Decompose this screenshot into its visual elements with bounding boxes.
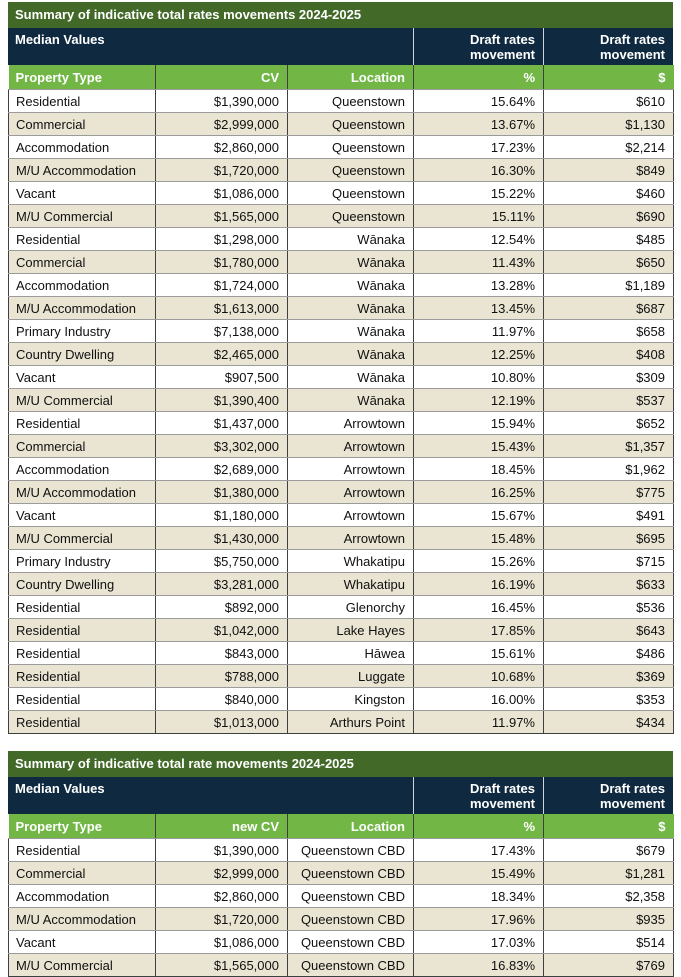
- table-row: [9, 90, 674, 113]
- property-type-cell: Country Dwelling: [9, 573, 156, 596]
- new-cv-header: new CV: [156, 814, 288, 839]
- dollar-movement-cell: $775: [544, 481, 674, 504]
- pct-movement-cell: 11.97%: [414, 320, 544, 343]
- location-cell: Hāwea: [288, 642, 414, 665]
- location-cell: Arrowtown: [288, 435, 414, 458]
- table-row: [9, 711, 674, 734]
- location-cell: Queenstown CBD: [288, 839, 414, 862]
- dollar-movement-cell: $460: [544, 182, 674, 205]
- location-cell: Arrowtown: [288, 481, 414, 504]
- cv-cell: $1,298,000: [156, 228, 288, 251]
- property-type-cell: M/U Commercial: [9, 205, 156, 228]
- dollar-movement-cell: $849: [544, 159, 674, 182]
- property-type-cell: Commercial: [9, 862, 156, 885]
- pct-movement-cell: 13.28%: [414, 274, 544, 297]
- cv-cell: $1,780,000: [156, 251, 288, 274]
- property-type-cell: Commercial: [9, 113, 156, 136]
- pct-movement-cell: 10.68%: [414, 665, 544, 688]
- pct-movement-cell: 13.45%: [414, 297, 544, 320]
- cv-cell: $2,999,000: [156, 113, 288, 136]
- table-row: [9, 228, 674, 251]
- property-type-cell: M/U Accommodation: [9, 481, 156, 504]
- dollar-movement-cell: $935: [544, 908, 674, 931]
- table-row: [9, 688, 674, 711]
- location-cell: Arrowtown: [288, 527, 414, 550]
- pct-movement-cell: 17.43%: [414, 839, 544, 862]
- cv-cell: $1,086,000: [156, 182, 288, 205]
- location-cell: Lake Hayes: [288, 619, 414, 642]
- cv-cell: $1,180,000: [156, 504, 288, 527]
- dollar-movement-cell: $2,358: [544, 885, 674, 908]
- location-cell: Arrowtown: [288, 504, 414, 527]
- pct-movement-cell: 15.43%: [414, 435, 544, 458]
- rates-movements-table-1: [8, 0, 673, 734]
- cv-cell: $1,380,000: [156, 481, 288, 504]
- dollar-movement-cell: $514: [544, 931, 674, 954]
- pct-movement-cell: 11.97%: [414, 711, 544, 734]
- location-cell: Kingston: [288, 688, 414, 711]
- location-cell: Queenstown CBD: [288, 862, 414, 885]
- pct-movement-cell: 16.19%: [414, 573, 544, 596]
- table-row: [9, 320, 674, 343]
- cv-cell: $1,390,000: [156, 839, 288, 862]
- pct-movement-cell: 15.49%: [414, 862, 544, 885]
- dollar-movement-cell: $643: [544, 619, 674, 642]
- location-cell: Wānaka: [288, 389, 414, 412]
- pct-movement-cell: 15.61%: [414, 642, 544, 665]
- table-row: [9, 642, 674, 665]
- property-type-header: Property Type: [9, 814, 156, 839]
- table-row: [9, 274, 674, 297]
- property-type-cell: Residential: [9, 839, 156, 862]
- median-values-label: Median Values: [15, 781, 105, 796]
- pct-movement-cell: 16.83%: [414, 954, 544, 977]
- dollar-movement-cell: $610: [544, 90, 674, 113]
- dollar-movement-cell: $1,130: [544, 113, 674, 136]
- table2-grid: [8, 814, 674, 977]
- pct-movement-cell: 15.11%: [414, 205, 544, 228]
- cv-cell: $788,000: [156, 665, 288, 688]
- table-row: [9, 885, 674, 908]
- pct-movement-cell: 17.96%: [414, 908, 544, 931]
- pct-movement-cell: 15.26%: [414, 550, 544, 573]
- table-row: [9, 481, 674, 504]
- dollar-movement-cell: $486: [544, 642, 674, 665]
- location-cell: Arrowtown: [288, 412, 414, 435]
- table-row: [9, 389, 674, 412]
- dollar-movement-cell: $537: [544, 389, 674, 412]
- dollar-movement-cell: $1,281: [544, 862, 674, 885]
- cv-cell: $1,720,000: [156, 908, 288, 931]
- table-row: [9, 205, 674, 228]
- dollar-movement-cell: $369: [544, 665, 674, 688]
- cv-cell: $1,613,000: [156, 297, 288, 320]
- property-type-cell: Vacant: [9, 366, 156, 389]
- property-type-cell: Vacant: [9, 182, 156, 205]
- cv-cell: $1,437,000: [156, 412, 288, 435]
- property-type-cell: Residential: [9, 688, 156, 711]
- dollar-movement-cell: $485: [544, 228, 674, 251]
- pct-movement-cell: 16.25%: [414, 481, 544, 504]
- table1-header-row: [9, 65, 674, 90]
- pct-movement-cell: 13.67%: [414, 113, 544, 136]
- location-cell: Luggate: [288, 665, 414, 688]
- cv-cell: $1,390,400: [156, 389, 288, 412]
- location-cell: Queenstown: [288, 205, 414, 228]
- cv-cell: $2,860,000: [156, 136, 288, 159]
- dollar-movement-cell: $650: [544, 251, 674, 274]
- property-type-cell: Residential: [9, 228, 156, 251]
- draft-rates-movement-pct-label: Draft rates movement: [413, 28, 543, 65]
- pct-movement-cell: 15.67%: [414, 504, 544, 527]
- cv-cell: $3,302,000: [156, 435, 288, 458]
- dollar-movement-cell: $2,214: [544, 136, 674, 159]
- draft-rates-movement-dollar-label: Draft rates movement: [543, 28, 673, 65]
- table-row: [9, 458, 674, 481]
- pct-header: %: [414, 814, 544, 839]
- table2-median-values-bar: [8, 777, 673, 814]
- property-type-cell: Commercial: [9, 435, 156, 458]
- location-cell: Wānaka: [288, 343, 414, 366]
- location-cell: Wānaka: [288, 297, 414, 320]
- pct-movement-cell: 12.54%: [414, 228, 544, 251]
- table-row: [9, 412, 674, 435]
- location-cell: Arthurs Point: [288, 711, 414, 734]
- cv-cell: $1,565,000: [156, 205, 288, 228]
- location-header: Location: [288, 814, 414, 839]
- table-row: [9, 159, 674, 182]
- location-header: Location: [288, 65, 414, 90]
- table1-grid: [8, 65, 674, 734]
- table-row: [9, 931, 674, 954]
- location-cell: Queenstown CBD: [288, 885, 414, 908]
- property-type-cell: M/U Commercial: [9, 954, 156, 977]
- property-type-cell: M/U Accommodation: [9, 297, 156, 320]
- location-cell: Whakatipu: [288, 550, 414, 573]
- table-row: [9, 596, 674, 619]
- dollar-movement-cell: $1,189: [544, 274, 674, 297]
- dollar-movement-cell: $309: [544, 366, 674, 389]
- cv-cell: $7,138,000: [156, 320, 288, 343]
- dollar-movement-cell: $658: [544, 320, 674, 343]
- cv-cell: $2,689,000: [156, 458, 288, 481]
- dollar-movement-cell: $695: [544, 527, 674, 550]
- location-cell: Wānaka: [288, 366, 414, 389]
- property-type-cell: M/U Accommodation: [9, 908, 156, 931]
- dollar-movement-cell: $353: [544, 688, 674, 711]
- rate-movements-table-2: [8, 751, 673, 977]
- property-type-cell: Primary Industry: [9, 550, 156, 573]
- table-row: [9, 182, 674, 205]
- dollar-movement-cell: $652: [544, 412, 674, 435]
- pct-movement-cell: 12.19%: [414, 389, 544, 412]
- location-cell: Arrowtown: [288, 458, 414, 481]
- pct-movement-cell: 17.23%: [414, 136, 544, 159]
- pct-movement-cell: 15.22%: [414, 182, 544, 205]
- location-cell: Queenstown: [288, 90, 414, 113]
- cv-cell: $1,013,000: [156, 711, 288, 734]
- pct-movement-cell: 15.94%: [414, 412, 544, 435]
- table-row: [9, 839, 674, 862]
- table2-header-row: [9, 814, 674, 839]
- property-type-cell: Residential: [9, 642, 156, 665]
- cv-cell: $843,000: [156, 642, 288, 665]
- location-cell: Queenstown: [288, 136, 414, 159]
- dollar-movement-cell: $491: [544, 504, 674, 527]
- cv-cell: $3,281,000: [156, 573, 288, 596]
- draft-rates-movement-pct-label: Draft rates movement: [413, 777, 543, 814]
- cv-cell: $892,000: [156, 596, 288, 619]
- dollar-movement-cell: $769: [544, 954, 674, 977]
- table-row: [9, 251, 674, 274]
- location-cell: Wānaka: [288, 228, 414, 251]
- pct-movement-cell: 10.80%: [414, 366, 544, 389]
- property-type-cell: Commercial: [9, 251, 156, 274]
- table-row: [9, 573, 674, 596]
- location-cell: Queenstown: [288, 182, 414, 205]
- dollar-movement-cell: $715: [544, 550, 674, 573]
- table-row: [9, 954, 674, 977]
- cv-cell: $2,999,000: [156, 862, 288, 885]
- cv-cell: $907,500: [156, 366, 288, 389]
- dollar-movement-cell: $687: [544, 297, 674, 320]
- table-row: [9, 297, 674, 320]
- dollar-movement-cell: $679: [544, 839, 674, 862]
- table-row: [9, 665, 674, 688]
- property-type-cell: Residential: [9, 665, 156, 688]
- property-type-cell: Residential: [9, 412, 156, 435]
- location-cell: Wānaka: [288, 251, 414, 274]
- location-cell: Queenstown: [288, 159, 414, 182]
- table-row: [9, 113, 674, 136]
- cv-cell: $1,430,000: [156, 527, 288, 550]
- dollar-header: $: [544, 65, 674, 90]
- cv-cell: $840,000: [156, 688, 288, 711]
- property-type-cell: Country Dwelling: [9, 343, 156, 366]
- median-values-label: Median Values: [15, 32, 105, 47]
- cv-cell: $1,565,000: [156, 954, 288, 977]
- location-cell: Queenstown CBD: [288, 931, 414, 954]
- property-type-cell: Residential: [9, 596, 156, 619]
- table-row: [9, 619, 674, 642]
- table-row: [9, 550, 674, 573]
- property-type-cell: Vacant: [9, 931, 156, 954]
- table-row: [9, 435, 674, 458]
- property-type-header: Property Type: [9, 65, 156, 90]
- property-type-cell: M/U Accommodation: [9, 159, 156, 182]
- property-type-cell: Primary Industry: [9, 320, 156, 343]
- pct-movement-cell: 17.85%: [414, 619, 544, 642]
- dollar-movement-cell: $1,962: [544, 458, 674, 481]
- pct-movement-cell: 15.64%: [414, 90, 544, 113]
- property-type-cell: Vacant: [9, 504, 156, 527]
- pct-movement-cell: 12.25%: [414, 343, 544, 366]
- pct-movement-cell: 16.30%: [414, 159, 544, 182]
- cv-cell: $1,724,000: [156, 274, 288, 297]
- table-row: [9, 366, 674, 389]
- location-cell: Queenstown CBD: [288, 908, 414, 931]
- table-row: [9, 862, 674, 885]
- location-cell: Wānaka: [288, 320, 414, 343]
- location-cell: Wānaka: [288, 274, 414, 297]
- property-type-cell: M/U Commercial: [9, 389, 156, 412]
- cv-cell: $2,860,000: [156, 885, 288, 908]
- property-type-cell: Residential: [9, 619, 156, 642]
- cv-cell: $5,750,000: [156, 550, 288, 573]
- property-type-cell: Accommodation: [9, 885, 156, 908]
- table-row: [9, 527, 674, 550]
- location-cell: Queenstown CBD: [288, 954, 414, 977]
- dollar-movement-cell: $633: [544, 573, 674, 596]
- property-type-cell: Residential: [9, 711, 156, 734]
- dollar-movement-cell: $434: [544, 711, 674, 734]
- cv-cell: $1,086,000: [156, 931, 288, 954]
- table2-title: Summary of indicative total rate movements 2024-2025: [8, 751, 673, 777]
- table-row: [9, 504, 674, 527]
- table-row: [9, 908, 674, 931]
- table1-title: Summary of indicative total rates movements 2024-2025: [8, 2, 673, 28]
- table-row: [9, 136, 674, 159]
- property-type-cell: Accommodation: [9, 274, 156, 297]
- dollar-movement-cell: $408: [544, 343, 674, 366]
- dollar-header: $: [544, 814, 674, 839]
- cv-cell: $1,720,000: [156, 159, 288, 182]
- pct-movement-cell: 18.34%: [414, 885, 544, 908]
- location-cell: Glenorchy: [288, 596, 414, 619]
- location-cell: Whakatipu: [288, 573, 414, 596]
- pct-movement-cell: 16.45%: [414, 596, 544, 619]
- cv-cell: $2,465,000: [156, 343, 288, 366]
- property-type-cell: Accommodation: [9, 136, 156, 159]
- pct-movement-cell: 15.48%: [414, 527, 544, 550]
- table1-median-values-bar: [8, 28, 673, 65]
- dollar-movement-cell: $536: [544, 596, 674, 619]
- property-type-cell: M/U Commercial: [9, 527, 156, 550]
- pct-movement-cell: 18.45%: [414, 458, 544, 481]
- dollar-movement-cell: $690: [544, 205, 674, 228]
- pct-movement-cell: 11.43%: [414, 251, 544, 274]
- property-type-cell: Accommodation: [9, 458, 156, 481]
- table-row: [9, 343, 674, 366]
- location-cell: Queenstown: [288, 113, 414, 136]
- cv-header: CV: [156, 65, 288, 90]
- cv-cell: $1,390,000: [156, 90, 288, 113]
- dollar-movement-cell: $1,357: [544, 435, 674, 458]
- pct-header: %: [414, 65, 544, 90]
- property-type-cell: Residential: [9, 90, 156, 113]
- cv-cell: $1,042,000: [156, 619, 288, 642]
- pct-movement-cell: 17.03%: [414, 931, 544, 954]
- draft-rates-movement-dollar-label: Draft rates movement: [543, 777, 673, 814]
- pct-movement-cell: 16.00%: [414, 688, 544, 711]
